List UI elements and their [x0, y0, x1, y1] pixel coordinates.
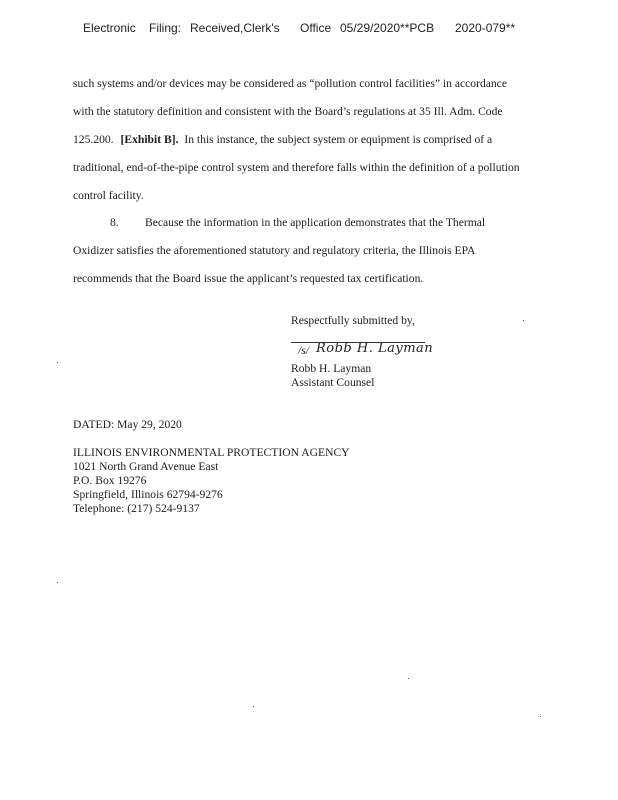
header-received: Received,Clerk's: [190, 21, 280, 35]
header-electronic: Electronic: [83, 21, 136, 35]
paragraph-2-line-1: Because the information in the application demonstrates that the Thermal: [145, 216, 486, 229]
header-docket: 2020-079**: [455, 21, 516, 35]
exhibit-reference: [Exhibit B].: [120, 133, 179, 146]
scan-speck: [408, 678, 409, 679]
agency-city: Springfield, Illinois 62794-9276: [73, 488, 223, 501]
paragraph-number: 8.: [110, 216, 119, 229]
agency-pobox: P.O. Box 19276: [73, 474, 147, 487]
header-office: Office: [300, 21, 332, 35]
paragraph-1-line-2: with the statutory definition and consistent with the Board’s regulations at 35 Ill. Adm. Code: [73, 105, 503, 118]
header-date: 05/29/2020**PCB: [340, 21, 435, 35]
dated-line: DATED: May 29, 2020: [73, 418, 182, 431]
signature-prefix: /s/: [298, 344, 309, 357]
paragraph-1-line-5: control facility.: [73, 189, 144, 202]
scan-speck: [523, 320, 524, 321]
scan-speck: [253, 706, 254, 707]
agency-phone: Telephone: (217) 524-9137: [73, 502, 200, 515]
agency-name: ILLINOIS ENVIRONMENTAL PROTECTION AGENCY: [73, 446, 350, 459]
closing-text: Respectfully submitted by,: [291, 314, 415, 327]
paragraph-2-line-3: recommends that the Board issue the applicant’s requested tax certification.: [73, 272, 424, 285]
paragraph-1-line-1: such systems and/or devices may be considered as “pollution control facilities” in accordance: [73, 77, 507, 90]
signature-script: Robb H. Layman: [316, 341, 434, 356]
regulation-citation: 125.200.: [73, 133, 114, 146]
paragraph-1-line-3: [73, 133, 492, 146]
paragraph-1-line-4: traditional, end-of-the-pipe control system and therefore falls within the definition of a pollution: [73, 161, 520, 174]
signer-title: Assistant Counsel: [291, 376, 375, 389]
paragraph-1-line-3-end: In this instance, the subject system or equipment is comprised of a: [184, 133, 493, 146]
scan-speck: [57, 362, 58, 363]
signer-name: Robb H. Layman: [291, 362, 372, 375]
header-filing: Filing:: [149, 21, 182, 35]
scan-speck: [57, 582, 58, 583]
paragraph-2-line-2: Oxidizer satisfies the aforementioned statutory and regulatory criteria, the Illinois EPA: [73, 244, 476, 257]
scan-speck: [540, 716, 541, 717]
signature-line: [291, 342, 425, 343]
agency-street: 1021 North Grand Avenue East: [73, 460, 219, 473]
